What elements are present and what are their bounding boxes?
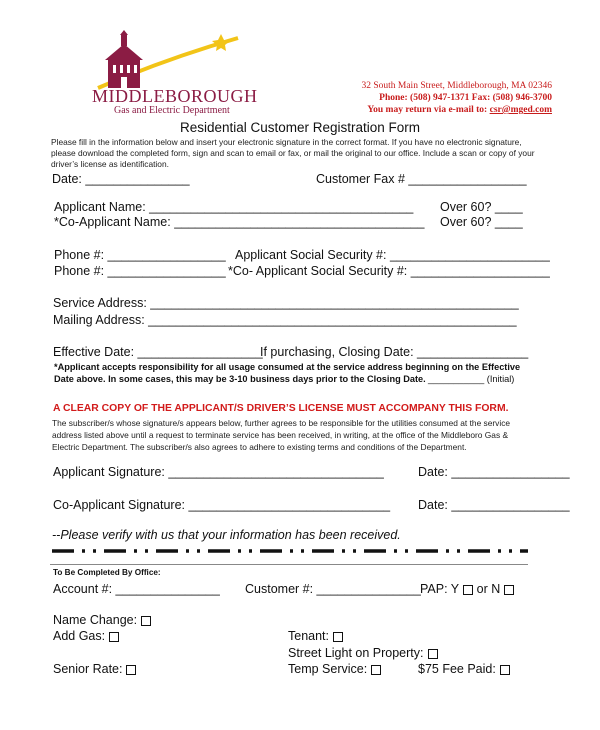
pap-or-label: or N bbox=[476, 582, 501, 596]
address: 32 South Main Street, Middleborough, MA 02346 bbox=[361, 81, 552, 91]
date-field[interactable]: Date: _______________ bbox=[52, 172, 190, 186]
terms-line-3: Electric Department. The subscriber/s also agrees to adhere to existing terms and conditions of the Department. bbox=[52, 442, 467, 452]
logo-name: MIDDLEBOROUGH bbox=[92, 86, 258, 106]
pap-field bbox=[420, 582, 514, 596]
senior-rate-checkbox[interactable] bbox=[126, 665, 136, 675]
senior-rate-label: Senior Rate: bbox=[53, 662, 123, 676]
street-light-label: Street Light on Property: bbox=[288, 646, 424, 660]
responsibility-notice-text: Date above. In some cases, this may be 3-10 business days prior to the Closing Date. bbox=[54, 374, 426, 384]
phone-fax: Phone: (508) 947-1371 Fax: (508) 946-3700 bbox=[379, 93, 552, 103]
initial-field[interactable] bbox=[428, 374, 514, 384]
name-change-label: Name Change: bbox=[53, 613, 138, 627]
ssn-applicant-field[interactable]: Applicant Social Security #: _______________________ bbox=[235, 248, 550, 262]
applicant-date-field[interactable]: Date: _________________ bbox=[418, 465, 570, 479]
name-change-checkbox[interactable] bbox=[141, 616, 151, 626]
applicant-name-field[interactable]: Applicant Name: ______________________________________ bbox=[54, 200, 414, 214]
intro-line-1: Please fill in the information below and insert your electronic signature in the correct format. If you have no electronic signature, bbox=[51, 137, 522, 147]
coapplicant-signature-field[interactable]: Co-Applicant Signature: _____________________________ bbox=[53, 498, 391, 512]
fee-paid-row bbox=[418, 662, 510, 676]
phone-applicant-field[interactable]: Phone #: _________________ bbox=[54, 248, 226, 262]
initial-label: (Initial) bbox=[486, 374, 515, 384]
office-divider bbox=[50, 564, 528, 565]
over-60-coapplicant[interactable]: Over 60? ____ bbox=[440, 215, 523, 229]
over-60-applicant[interactable]: Over 60? ____ bbox=[440, 200, 523, 214]
coapplicant-date-field[interactable]: Date: _________________ bbox=[418, 498, 570, 512]
temp-service-label: Temp Service: bbox=[288, 662, 368, 676]
add-gas-label: Add Gas: bbox=[53, 629, 106, 643]
terms-line-2: address listed above until a request to terminate service has been received, in writing, at the office of the Middleboro Gas & bbox=[52, 430, 509, 440]
add-gas-row bbox=[53, 629, 119, 643]
customer-fax-field[interactable]: Customer Fax # _________________ bbox=[316, 172, 527, 186]
coapplicant-name-field[interactable]: *Co-Applicant Name: ____________________________________ bbox=[54, 215, 425, 229]
phone-coapplicant-field[interactable]: Phone #: _________________ bbox=[54, 264, 226, 278]
closing-date-field[interactable]: If purchasing, Closing Date: ________________ bbox=[260, 345, 529, 359]
logo-subtitle: Gas and Electric Department bbox=[114, 105, 230, 116]
street-light-row bbox=[288, 646, 438, 660]
email-link[interactable]: csr@mged.com bbox=[489, 105, 552, 115]
fee-paid-label: $75 Fee Paid: bbox=[418, 662, 496, 676]
senior-rate-row bbox=[53, 662, 136, 676]
account-number-field[interactable]: Account #: _______________ bbox=[53, 582, 220, 596]
pap-no-checkbox[interactable] bbox=[504, 585, 514, 595]
pap-yes-checkbox[interactable] bbox=[463, 585, 473, 595]
fee-paid-checkbox[interactable] bbox=[500, 665, 510, 675]
service-address-field[interactable]: Service Address: _____________________________________________________ bbox=[53, 296, 519, 310]
name-change-row bbox=[53, 613, 151, 627]
license-notice: A CLEAR COPY OF THE APPLICANT/S DRIVER’S LICENSE MUST ACCOMPANY THIS FORM. bbox=[53, 403, 509, 414]
customer-number-field[interactable]: Customer #: _______________ bbox=[245, 582, 421, 596]
responsibility-notice-1: *Applicant accepts responsibility for all usage consumed at the service address beginning on the Effective bbox=[54, 362, 521, 372]
office-heading: To Be Completed By Office: bbox=[53, 568, 161, 577]
intro-line-2: please download the completed form, sign and scan to email or fax, or mail the original to our office. Include a scan or copy of your bbox=[51, 148, 535, 158]
cut-line-separator bbox=[52, 548, 528, 554]
page-title: Residential Customer Registration Form bbox=[179, 120, 421, 135]
email-prefix: You may return via e-mail to: bbox=[367, 105, 490, 115]
terms-line-1: The subscriber/s whose signature/s appears below, further agrees to be responsible for the utilities consumed at the service bbox=[52, 418, 511, 428]
temp-service-row bbox=[288, 662, 381, 676]
ssn-coapplicant-field[interactable]: *Co- Applicant Social Security #: ____________________ bbox=[228, 264, 550, 278]
pap-label: PAP: Y bbox=[420, 582, 460, 596]
effective-date-field[interactable]: Effective Date: __________________ bbox=[53, 345, 263, 359]
street-light-checkbox[interactable] bbox=[428, 649, 438, 659]
intro-line-3: driver’s license as identification. bbox=[51, 159, 169, 169]
tenant-row bbox=[288, 629, 343, 643]
responsibility-notice-2 bbox=[54, 374, 426, 384]
applicant-signature-field[interactable]: Applicant Signature: _______________________________ bbox=[53, 465, 384, 479]
tenant-label: Tenant: bbox=[288, 629, 330, 643]
mailing-address-field[interactable]: Mailing Address: _____________________________________________________ bbox=[53, 313, 517, 327]
logo bbox=[78, 30, 258, 116]
add-gas-checkbox[interactable] bbox=[109, 632, 119, 642]
verify-note: --Please verify with us that your information has been received. bbox=[52, 528, 401, 542]
temp-service-checkbox[interactable] bbox=[371, 665, 381, 675]
initial-line[interactable]: ___________ bbox=[428, 374, 485, 384]
tenant-checkbox[interactable] bbox=[333, 632, 343, 642]
email-line bbox=[367, 105, 552, 115]
